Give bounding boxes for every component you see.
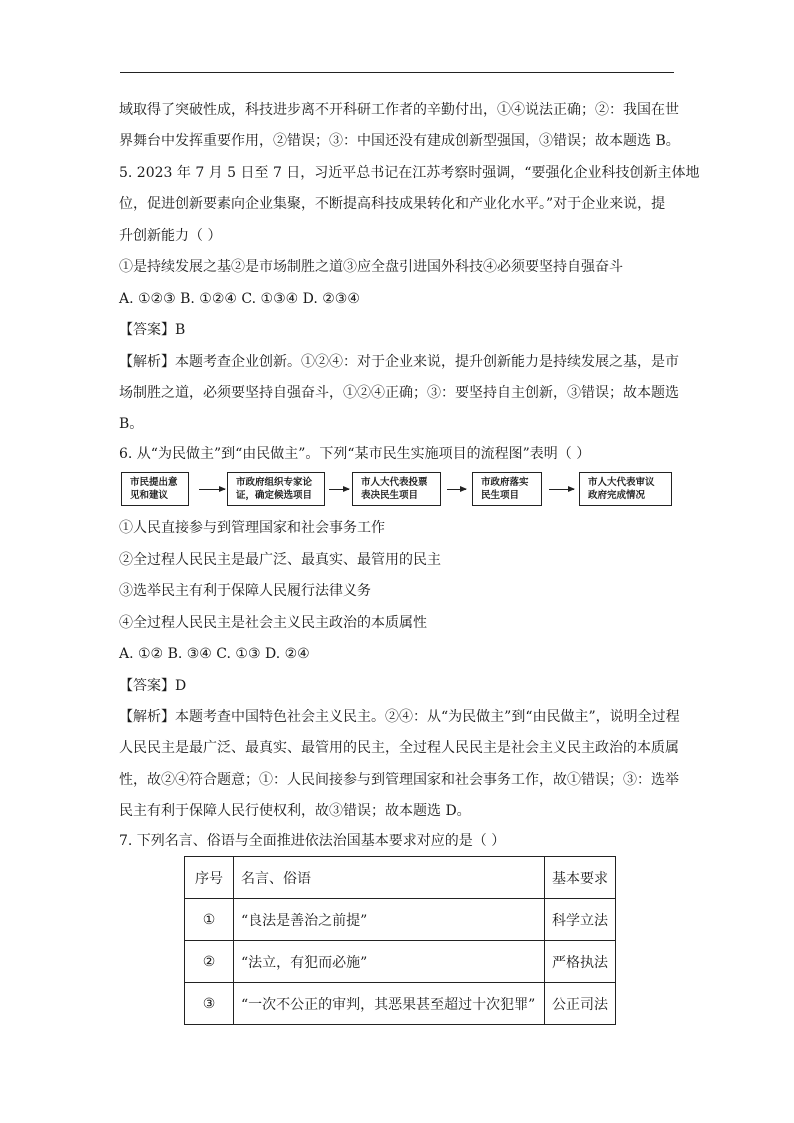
table-header-row	[185, 857, 616, 899]
q5-analysis-line-2: 场制胜之道，必须要坚持自强奋斗，①②④正确；③：要坚持自主创新，③错误；故本题选	[119, 385, 679, 401]
flow-arrow-1	[199, 489, 225, 490]
q6-flowchart	[121, 472, 675, 510]
flow-arrow-2	[329, 489, 349, 490]
table-row	[185, 983, 616, 1025]
q5-analysis-line-3: B。	[119, 416, 144, 432]
q5-answer: 【答案】B	[119, 322, 186, 338]
flow-step-1: 市民提出意 见和建议	[121, 472, 189, 506]
q5-stem-line-2: 位，促进创新要素向企业集聚，不断提高科技成果转化和产业化水平。”对于企业来说，提	[119, 196, 666, 212]
q5-stem-line-3: 升创新能力（ ）	[119, 228, 222, 244]
flow-arrow-3	[447, 489, 466, 490]
row-index: ①	[185, 899, 234, 941]
q6-analysis-line-2: 人民民主是最广泛、最真实、最管用的民主，全过程人民民主是社会主义民主政治的本质属	[119, 740, 679, 756]
q7-stem: 7. 下列名言、俗语与全面推进依法治国基本要求对应的是（ ）	[119, 833, 506, 849]
flow-arrow-4	[549, 489, 574, 490]
table-row	[185, 899, 616, 941]
q4-analysis-line-2: 界舞台中发挥重要作用，②错误；③：中国还没有建成创新型强国，③错误；故本题选 B。	[119, 133, 680, 149]
header-rule	[120, 72, 674, 73]
row-requirement: 科学立法	[545, 899, 616, 941]
q6-statement-2: ②全过程人民民主是最广泛、最真实、最管用的民主	[119, 552, 441, 568]
flow-step-2: 市政府组织专家论 证，确定候选项目	[227, 472, 325, 506]
q4-analysis-line-1: 域取得了突破性成，科技进步离不开科研工作者的辛勤付出，①④说法正确；②：我国在世	[119, 102, 679, 118]
flow-step-5: 市人大代表审议 政府完成情况	[579, 472, 672, 506]
q6-options: A. ①② B. ③④ C. ①③ D. ②④	[119, 646, 310, 662]
q6-analysis-line-1: 【解析】本题考查中国特色社会主义民主。②④：从“为民做主”到“由民做主”，说明全过程	[119, 709, 680, 725]
q5-analysis-line-1: 【解析】本题考查企业创新。①②④：对于企业来说，提升创新能力是持续发展之基，是市	[119, 354, 679, 370]
header-requirement: 基本要求	[545, 857, 616, 899]
row-saying: “良法是善治之前提”	[234, 899, 545, 941]
row-requirement: 公正司法	[545, 983, 616, 1025]
row-saying: “一次不公正的审判，其恶果甚至超过十次犯罪”	[234, 983, 545, 1025]
row-index: ③	[185, 983, 234, 1025]
q6-statement-4: ④全过程人民民主是社会主义民主政治的本质属性	[119, 615, 427, 631]
row-saying: “法立，有犯而必施”	[234, 941, 545, 983]
q5-stem-line-1: 5. 2023 年 7 月 5 日至 7 日，习近平总书记在江苏考察时强调，“要强化企业科技创新主体地	[119, 165, 700, 181]
q5-options: A. ①②③ B. ①②④ C. ①③④ D. ②③④	[119, 291, 360, 307]
q6-analysis-line-4: 民主有利于保障人民行使权利，故③错误；故本题选 D。	[119, 803, 471, 819]
table-row	[185, 941, 616, 983]
q6-statement-3: ③选举民主有利于保障人民履行法律义务	[119, 583, 371, 599]
row-index: ②	[185, 941, 234, 983]
flow-step-3: 市人大代表投票 表决民生项目	[352, 472, 441, 506]
q7-table	[184, 856, 616, 1025]
flow-step-4: 市政府落实 民生项目	[472, 472, 542, 506]
row-requirement: 严格执法	[545, 941, 616, 983]
q6-statement-1: ①人民直接参与到管理国家和社会事务工作	[119, 520, 385, 536]
header-saying: 名言、俗语	[234, 857, 545, 899]
q6-answer: 【答案】D	[119, 678, 187, 694]
header-index: 序号	[185, 857, 234, 899]
q6-stem: 6. 从“为民做主”到“由民做主”。下列“某市民生实施项目的流程图”表明（ ）	[119, 446, 591, 462]
q6-analysis-line-3: 性，故②④符合题意；①：人民间接参与到管理国家和社会事务工作，故①错误；③：选举	[119, 772, 679, 788]
q5-statements: ①是持续发展之基②是市场制胜之道③应全盘引进国外科技④必须要坚持自强奋斗	[119, 259, 623, 275]
